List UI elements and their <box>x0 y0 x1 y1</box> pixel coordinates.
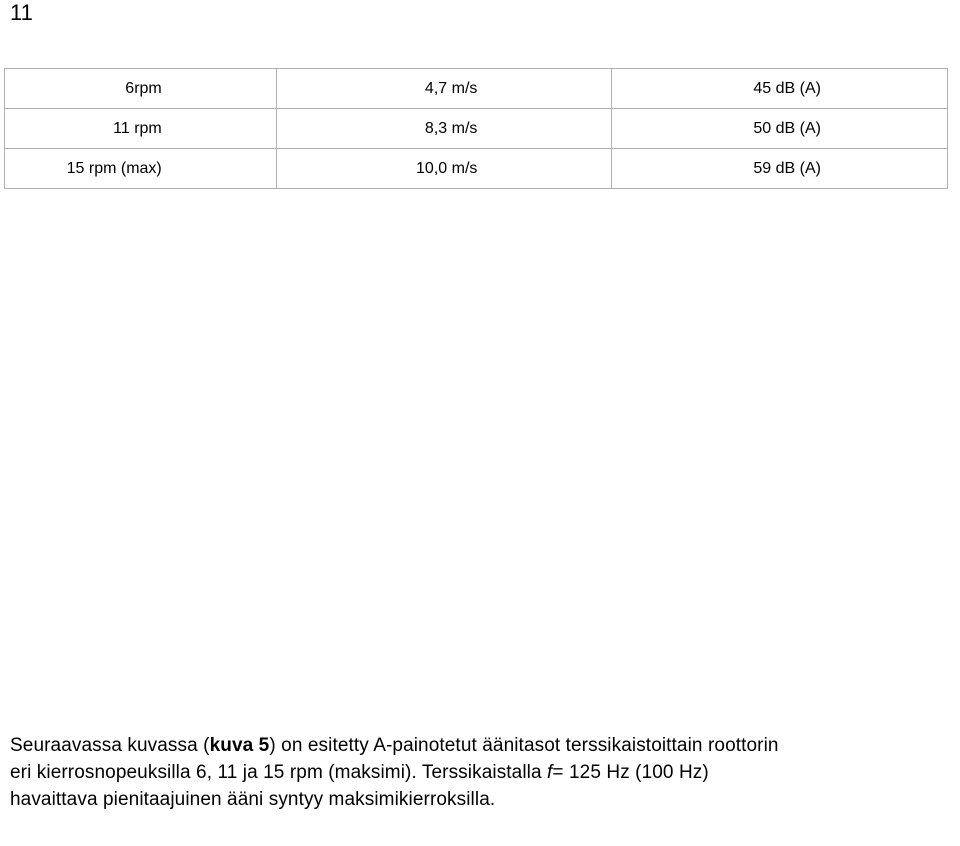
paragraph-line-1 <box>10 734 960 758</box>
figure-reference: kuva 5 <box>209 735 270 756</box>
text-segment: eri kierrosnopeuksilla 6, 11 ja 15 rpm (maksimi). Terssikaistalla <box>10 762 548 783</box>
text-segment: = 125 Hz (100 Hz) <box>552 762 709 783</box>
table-row <box>5 149 948 189</box>
table-cell-rpm: 6rpm <box>5 69 277 109</box>
table-row <box>5 69 948 109</box>
table-cell-speed: 4,7 m/s <box>276 69 612 109</box>
page-number: 11 <box>10 0 33 25</box>
body-paragraph <box>10 734 960 815</box>
text-segment: ) on esitetty A-painotetut äänitasot terssikaistoittain roottorin <box>269 735 779 756</box>
paragraph-line-3: havaittava pienitaajuinen ääni syntyy maksimikierroksilla. <box>10 789 496 810</box>
paragraph-line-2 <box>10 761 960 785</box>
table-cell-level: 59 dB (A) <box>612 149 948 189</box>
text-segment: Seuraavassa kuvassa ( <box>10 735 210 756</box>
table-row <box>5 109 948 149</box>
frequency-symbol: f <box>547 762 553 783</box>
table-cell-speed: 8,3 m/s <box>276 109 612 149</box>
table-cell-level: 50 dB (A) <box>612 109 948 149</box>
data-table <box>4 68 948 189</box>
table-cell-rpm: 15 rpm (max) <box>5 149 277 189</box>
table-cell-speed: 10,0 m/s <box>276 149 612 189</box>
table-cell-level: 45 dB (A) <box>612 69 948 109</box>
table-cell-rpm: 11 rpm <box>5 109 277 149</box>
